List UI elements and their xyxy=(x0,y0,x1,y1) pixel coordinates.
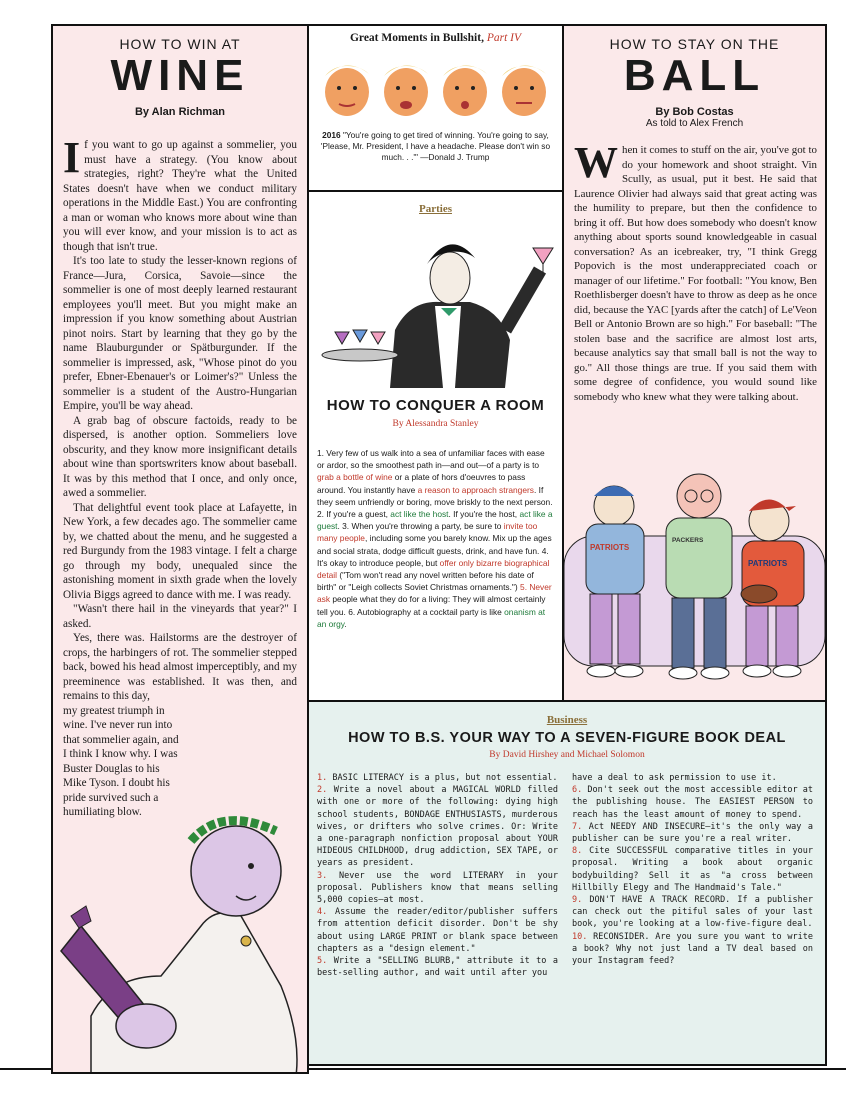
host-with-tray-illustration xyxy=(315,220,560,388)
room-highlight: a reason to approach strangers xyxy=(417,484,534,495)
bs-item-text: Never use the word LITERARY in your proposal. Publishers know that means selling 5,000 copies—at most. xyxy=(317,870,558,906)
room-text: . If you're the host, xyxy=(448,509,520,520)
bs-list-item xyxy=(317,870,558,907)
bs-left-column xyxy=(317,772,558,979)
bs-item-number: 2. xyxy=(317,785,328,796)
bs-byline: By David Hirshey and Michael Solomon xyxy=(489,750,645,760)
room-byline: By Alessandra Stanley xyxy=(392,419,479,429)
room-highlight: onanism at an orgy xyxy=(317,606,546,629)
bs-item-number: 10. xyxy=(572,931,588,942)
bs-list-item xyxy=(572,845,813,894)
bs-item-number: 9. xyxy=(572,895,583,906)
bs-item-text: Assume the reader/editor/publisher suffers from attention deficit disorder. Don't be shy about using LARGE PRINT or blank space between chapters as a "design element." xyxy=(317,907,558,954)
fan2-shirt-text: PACKERS xyxy=(672,537,704,544)
wine-paragraph: A grab bag of obscure factoids, ready to be dispersed, is another option. Sommeliers love obscurity, and they know more insignificant details about wine than sportswriters know about baseball. It was by this method that I once, and only once, awed a sommelier. xyxy=(63,414,297,499)
wine-paragraph: f you want to go up against a sommelier, you must have a strategy. (You know about strategies, right? They're what the United States doesn't have when we conduct military operations in the Middle East.) You are confronting a man or woman who knows more about wine than you will ever know, and your mission is to act as though that isn't true. xyxy=(63,139,297,253)
room-highlight: act like the host xyxy=(390,509,449,520)
trump-face-illustration xyxy=(380,54,432,118)
trump-face-illustration xyxy=(498,54,550,118)
room-section-tag: Parties xyxy=(419,203,452,215)
bs-list-item xyxy=(572,931,813,968)
bs-item-number: 5. xyxy=(317,956,328,967)
wine-paragraph: It's too late to study the lesser-known regions of France—Jura, Corsica, Savoie—since the sommelier is one of most deeply learned restaurant employees you'll meet. But you might make an impression if you know something about Austrian pinot noirs. Start by learning that they go by the name Blauburgunder or Spätburgunder. If the sommelier is impressed, ask, "Whose pinot do you prefer, Ebner-Ebenauer's or Loimer's?" Unless the sommelier is a student of the Austro-Hungarian Empire, you'll be way ahead. xyxy=(63,255,297,412)
bs-item-text: DON'T HAVE A TRACK RECORD. If a publisher can check out the pitiful sales of your last book, you're looking at a low-five-figure deal. xyxy=(572,895,813,930)
bullshit-part: Part IV xyxy=(486,32,522,44)
bs-item-text: RECONSIDER. Are you sure you want to write a book? Why not just land a TV deal based on your Instagram feed? xyxy=(572,931,813,967)
bullshit-quote-text: "You're going to get tired of winning. You're going to say, 'Please, Mr. President, I have a headache. Please don't win so much. . .'" —Donald J. Trump xyxy=(320,130,551,162)
room-text: people what they do for a living: They will almost certainly tell you. 6. Autobiography at a cocktail party is like xyxy=(317,594,546,617)
bullshit-year: 2016 xyxy=(322,130,341,140)
bs-list-item xyxy=(572,784,813,821)
bullshit-feature xyxy=(307,24,564,192)
trump-face-illustration xyxy=(321,54,373,118)
room-text: . 3. When you're throwing a party, be sure to xyxy=(337,521,504,532)
bs-item-number: 7. xyxy=(572,821,583,832)
room-title: HOW TO CONQUER A ROOM xyxy=(326,397,545,414)
bs-list-item xyxy=(317,772,558,784)
room-text: . xyxy=(344,618,347,629)
room-text: . If they seem unfriendly or boring, move briskly to the next person. 2. If you're a guest, xyxy=(317,484,553,520)
ball-paragraph: hen it comes to stuff on the air, you've got to do your homework and shoot straight. Vin Scully, as usual, put it best. He said that Laurence Olivier had always said that great acting was the humility to prepare, but then the confidence to bring it off. But how does somebody who doesn't know anything about sports sound knowledgeable in casual conversation? As an icebreaker, try, "I think Gregg Popovich is the most underappreciated coach or manager of our lifetime." For football: "You know, Ben Roethlisberger doesn't have to throw as deep as he once did, because the YAC [yards after the catch] of Le'Veon Bell or Antonio Brown are so high." For baseball: "The stolen base and the sacrifice are almost lost arts, because analytics say that small ball is not the way to go." All those things are true. If you said them with some degree of confidence, you would sound like somebody who knew what they were talking about. xyxy=(574,144,817,403)
bullshit-header xyxy=(309,32,562,44)
bs-right-column xyxy=(572,772,813,979)
wine-byline: By Alan Richman xyxy=(134,106,226,118)
room-text: ("Tom won't read any novel written before his date of birth" or "Leigh collects Soviet Christmas ornaments.") xyxy=(317,570,534,593)
room-body xyxy=(317,447,554,630)
sports-fans-illustration xyxy=(564,466,825,700)
room-highlight: 5. Never ask xyxy=(317,582,552,605)
room-article xyxy=(307,190,564,702)
ball-body xyxy=(574,138,817,404)
bs-item-number: 1. xyxy=(317,773,328,783)
ball-dropcap: W xyxy=(574,138,618,187)
trump-face-illustration xyxy=(439,54,491,118)
fan1-shirt-text: PATRIOTS xyxy=(590,543,630,552)
bacchus-illustration xyxy=(51,786,309,1074)
bs-continued-text: have a deal to ask permission to use it. xyxy=(572,773,777,783)
room-text: or a plate of hors d'oeuvres to pass around. You instantly have xyxy=(317,472,526,495)
bs-title: HOW TO B.S. YOUR WAY TO A SEVEN-FIGURE BOOK DEAL xyxy=(348,730,786,746)
ball-subbyline: As told to Alex French xyxy=(645,118,744,129)
room-text: 1. Very few of us walk into a sea of unfamiliar faces with ease or ardor, so the smoothest path in—and out—of a party is to xyxy=(317,448,545,471)
bullshit-quote xyxy=(319,130,552,163)
room-highlight: invite too many people xyxy=(317,521,538,544)
bs-item-text: Write a novel about a MAGICAL WORLD filled with one or more of the following: dying high school students, BONDAGE ENTHUSIASTS, murderous wives, or drifters who solve crimes. Or: Write a one-paragraph nonfiction proposal about YOUR HIDEOUS CHILDHOOD, drug addiction, SEX TAPE, or years as president. xyxy=(317,785,558,869)
bs-item-number: 4. xyxy=(317,907,328,918)
wine-kicker: HOW TO WIN AT xyxy=(119,36,241,52)
wine-paragraph: That delightful event took place at Lafayette, in New York, a few decades ago. The sommelier came by, we chatted about the menu, and he suggested a red Burgundy from the 1983 vintage. I felt a charge go through my body, unequaled since the astonishing moment in sixth grade when the lovely Olivia Biggs agreed to dance with me. I was ready. xyxy=(63,501,297,601)
bs-list-item xyxy=(317,906,558,955)
bs-item-text: Act NEEDY AND INSECURE—it's the only way a publisher can be sure you're a real writer. xyxy=(572,821,813,845)
room-highlight: offer only bizarre biographical detail xyxy=(317,557,550,581)
room-highlight: grab a bottle of wine xyxy=(317,472,393,483)
wine-title: WINE xyxy=(110,51,250,100)
bs-list-item xyxy=(317,955,558,979)
ball-byline: By Bob Costas xyxy=(655,106,734,118)
wine-paragraph: Yes, there was. Hailstorms are the destroyer of crops, the harbingers of rot. The sommelier stepped back, bowed his head almost imperceptibly, and my preeminence was established. It was then, and remains to this day, xyxy=(63,632,297,702)
bs-section-tag: Business xyxy=(546,714,588,726)
bs-item-number: 8. xyxy=(572,846,583,857)
wine-article xyxy=(51,24,309,1074)
ball-kicker: HOW TO STAY ON THE xyxy=(609,36,780,52)
bs-columns xyxy=(317,772,813,979)
wine-paragraph: "Wasn't there hail in the vineyards that year?" I asked. xyxy=(63,603,297,630)
face-row xyxy=(317,54,554,118)
bs-item-text: Don't seek out the most accessible editor at the publishing house. The EASIEST PERSON to reach has the least amount of money to spend. xyxy=(572,785,813,820)
bs-item-text: BASIC LITERACY is a plus, but not essential. xyxy=(327,773,558,783)
bs-list-item xyxy=(572,821,813,845)
ball-title: BALL xyxy=(623,51,766,100)
bs-item-text: Write a "SELLING BLURB," attribute it to a best-selling author, and wait until after you xyxy=(317,956,558,979)
bs-item-number: 3. xyxy=(317,870,328,881)
fan3-shirt-text: PATRIOTS xyxy=(748,559,788,568)
bs-list-item xyxy=(572,894,813,931)
ball-article xyxy=(562,24,827,702)
room-highlight: act like a guest xyxy=(317,509,553,532)
wine-body xyxy=(63,133,297,820)
book-deal-article xyxy=(307,700,827,1066)
bs-list-item xyxy=(317,784,558,869)
bs-item-text: Cite SUCCESSFUL comparative titles in your proposal. Writing a book about organic bodybuilding? Sell it as "a cross between Hillbilly Elegy and The Handmaid's Tale." xyxy=(572,846,813,893)
wine-paragraph: my greatest triumph in wine. I've never run into that sommelier again, and I think I know why. I was Buster Douglas to his Mike Tyson. I doubt his pride survived such a humiliating blow. xyxy=(63,704,179,818)
room-text: , including some you barely know. Mix up the ages and social strata, dodge difficult guests, drink, and have fun. 4. It's okay to introduce people, but xyxy=(317,533,552,568)
bs-item-number: 6. xyxy=(572,785,583,796)
bullshit-series: Great Moments in Bullshit, xyxy=(349,32,484,44)
wine-dropcap: I xyxy=(63,133,81,182)
